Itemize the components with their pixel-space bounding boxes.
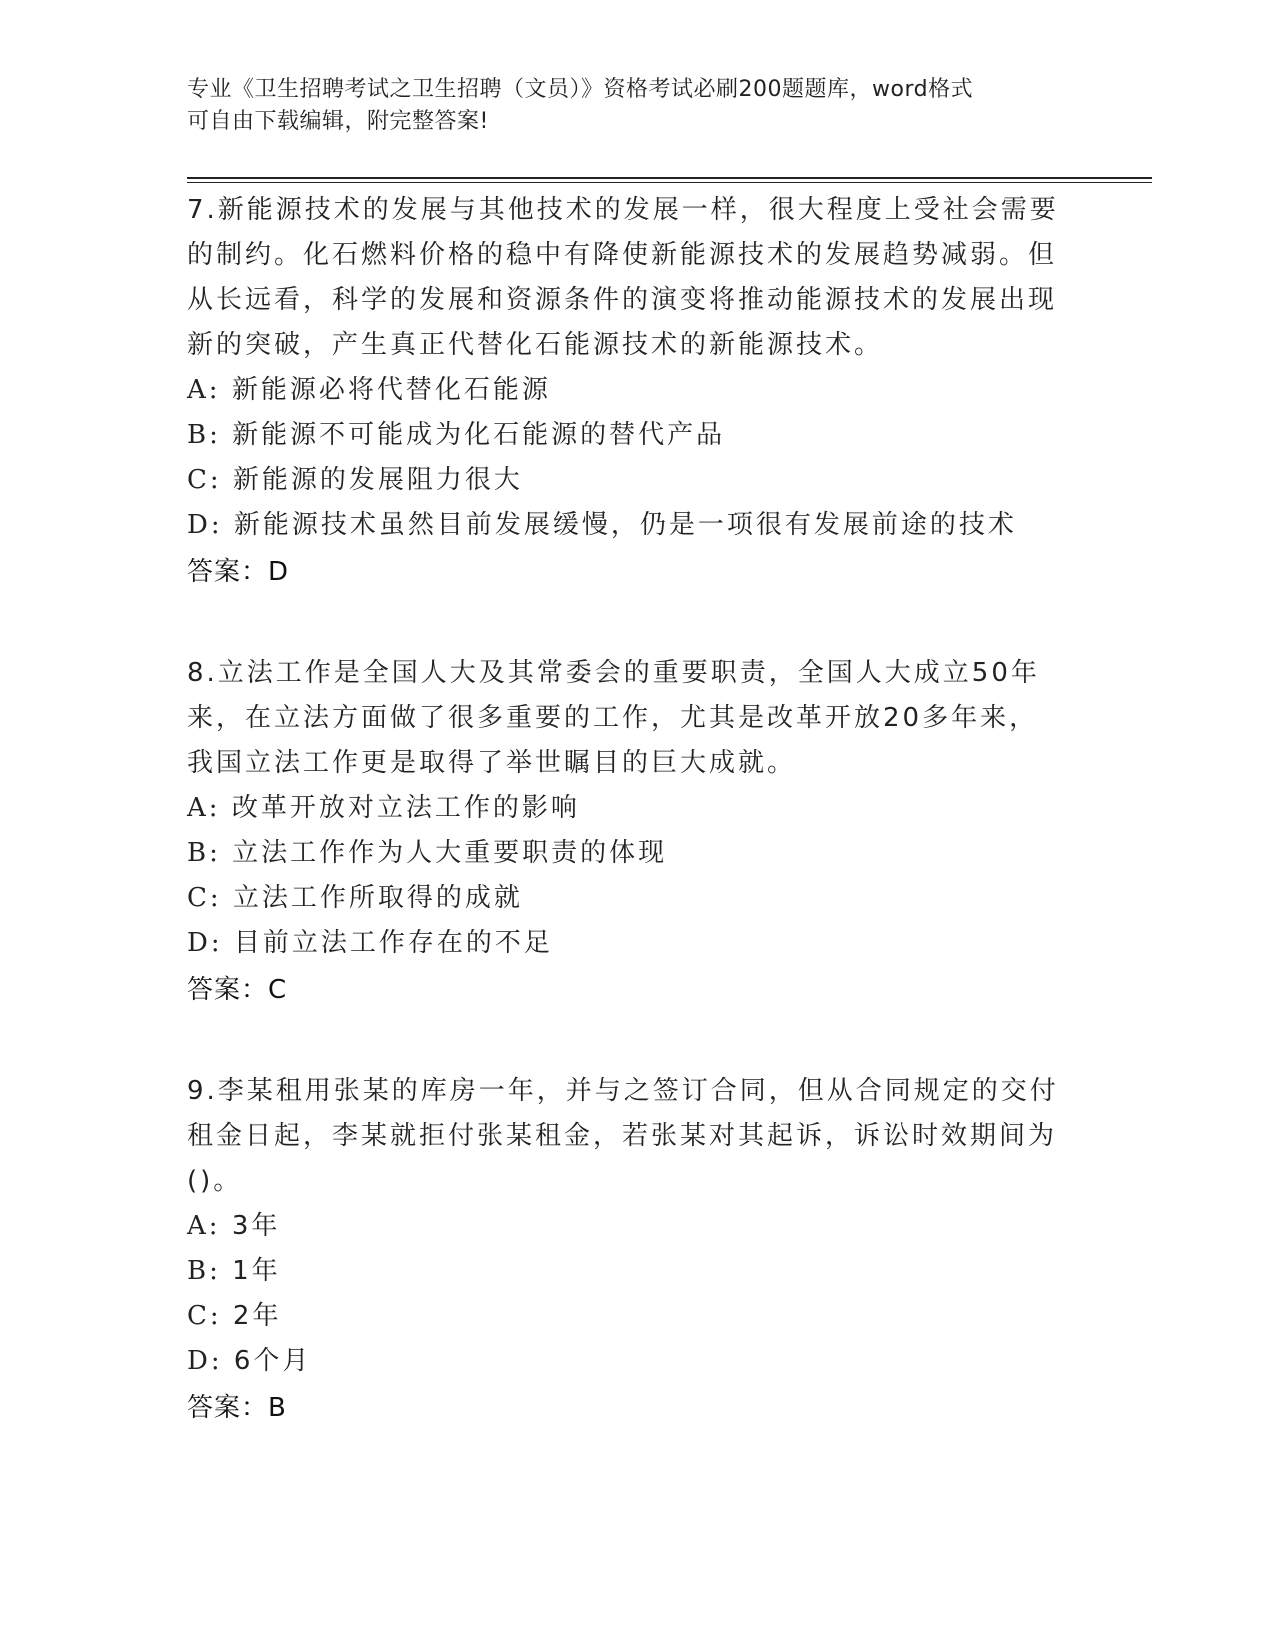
option-a [187,786,1067,831]
question-7 [187,188,1067,595]
option-c [187,1294,1067,1339]
option-b [187,831,1067,876]
option-text: 3年 [231,1211,281,1241]
option-key: C: [187,883,222,913]
option-text: 改革开放对立法工作的影响 [231,793,580,823]
question-stem: 9.李某租用张某的库房一年，并与之签订合同，但从合同规定的交付租金日起，李某就拒付张某租金，若张某对其起诉，诉讼时效期间为()。 [187,1076,1059,1196]
header-divider-thick [187,177,1152,179]
option-text: 2年 [232,1301,282,1331]
option-a [187,1204,1067,1249]
question-list [187,188,1067,1487]
answer-line: 答案：C [187,975,288,1005]
option-c [187,876,1067,921]
option-key: B: [187,838,221,868]
option-key: B: [187,1256,221,1286]
document-header [187,74,1067,138]
header-line-1: 专业《卫生招聘考试之卫生招聘（文员）》资格考试必刷200题题库，word格式 [187,77,974,102]
option-key: D: [187,510,223,540]
option-text: 新能源技术虽然目前发展缓慢，仍是一项很有发展前途的技术 [233,510,1017,540]
option-key: D: [187,928,223,958]
option-b [187,1249,1067,1294]
option-key: A: [187,793,221,823]
question-stem: 7.新能源技术的发展与其他技术的发展一样，很大程度上受社会需要的制约。化石燃料价格的稳中有降使新能源技术的发展趋势减弱。但从长远看，科学的发展和资源条件的演变将推动能源技术的发展出现新的突破，产生真正代替化石能源技术的新能源技术。 [187,195,1059,360]
option-d [187,1339,1067,1384]
option-text: 立法工作作为人大重要职责的体现 [232,838,668,868]
option-key: D: [187,1346,223,1376]
option-key: A: [187,1211,221,1241]
option-d [187,503,1067,548]
answer-line: 答案：D [187,557,290,587]
option-text: 1年 [232,1256,281,1286]
option-d [187,921,1067,966]
option-text: 新能源的发展阻力很大 [232,465,523,495]
option-text: 目前立法工作存在的不足 [233,928,553,958]
option-key: A: [187,375,221,405]
answer-line: 答案：B [187,1393,287,1423]
option-key: C: [187,1301,222,1331]
header-divider-thin [187,182,1152,183]
header-line-2: 可自由下载编辑，附完整答案! [187,109,489,134]
option-key: C: [187,465,222,495]
question-stem: 8.立法工作是全国人大及其常委会的重要职责，全国人大成立50年来，在立法方面做了很多重要的工作，尤其是改革开放20多年来，我国立法工作更是取得了举世瞩目的巨大成就。 [187,658,1040,778]
option-text: 新能源不可能成为化石能源的替代产品 [232,420,726,450]
option-text: 6个月 [233,1346,312,1376]
question-8 [187,651,1067,1013]
option-key: B: [187,420,221,450]
option-c [187,458,1067,503]
option-text: 立法工作所取得的成就 [232,883,523,913]
option-b [187,413,1067,458]
option-a [187,368,1067,413]
question-9 [187,1069,1067,1431]
option-text: 新能源必将代替化石能源 [231,375,551,405]
